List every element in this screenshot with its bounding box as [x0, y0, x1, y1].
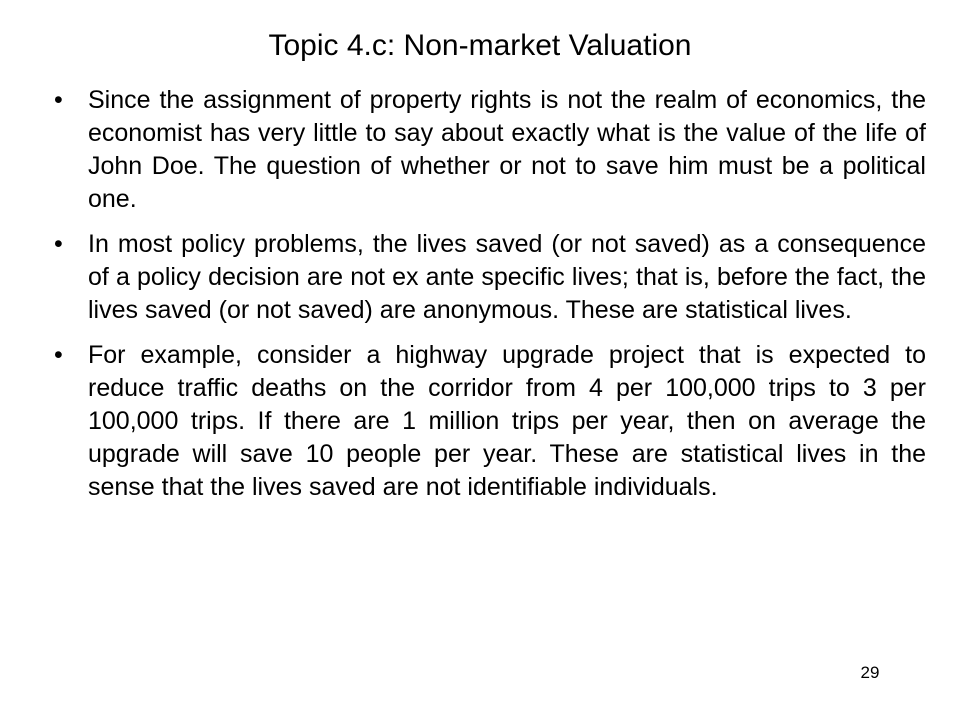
bullet-text: In most policy problems, the lives saved (or not saved) as a consequence of a policy decision are not ex ante specific lives; that is, before the fact, the lives saved (or not saved) are anonymous. These are statistical lives. [88, 230, 926, 324]
page-number: 29 [860, 663, 880, 682]
bullet-icon: • [54, 230, 63, 258]
bullet-item [50, 84, 926, 216]
bullet-text: Since the assignment of property rights is not the realm of economics, the economist has very little to say about exactly what is the value of the life of John Doe. The question of whether or not to save him must be a political one. [88, 86, 926, 213]
bullet-item [50, 228, 926, 327]
bullet-text: For example, consider a highway upgrade project that is expected to reduce traffic deaths on the corridor from 4 per 100,000 trips to 3 per 100,000 trips. If there are 1 million trips per year, then on average the upgrade will save 10 people per year. These are statistical lives in the sense that the lives saved are not identifiable individuals. [88, 341, 926, 501]
bullet-icon: • [54, 86, 63, 114]
bullet-item [50, 339, 926, 504]
bullet-list [50, 84, 926, 516]
slide-title: Topic 4.c: Non-market Valuation [268, 29, 692, 62]
bullet-icon: • [54, 341, 63, 369]
